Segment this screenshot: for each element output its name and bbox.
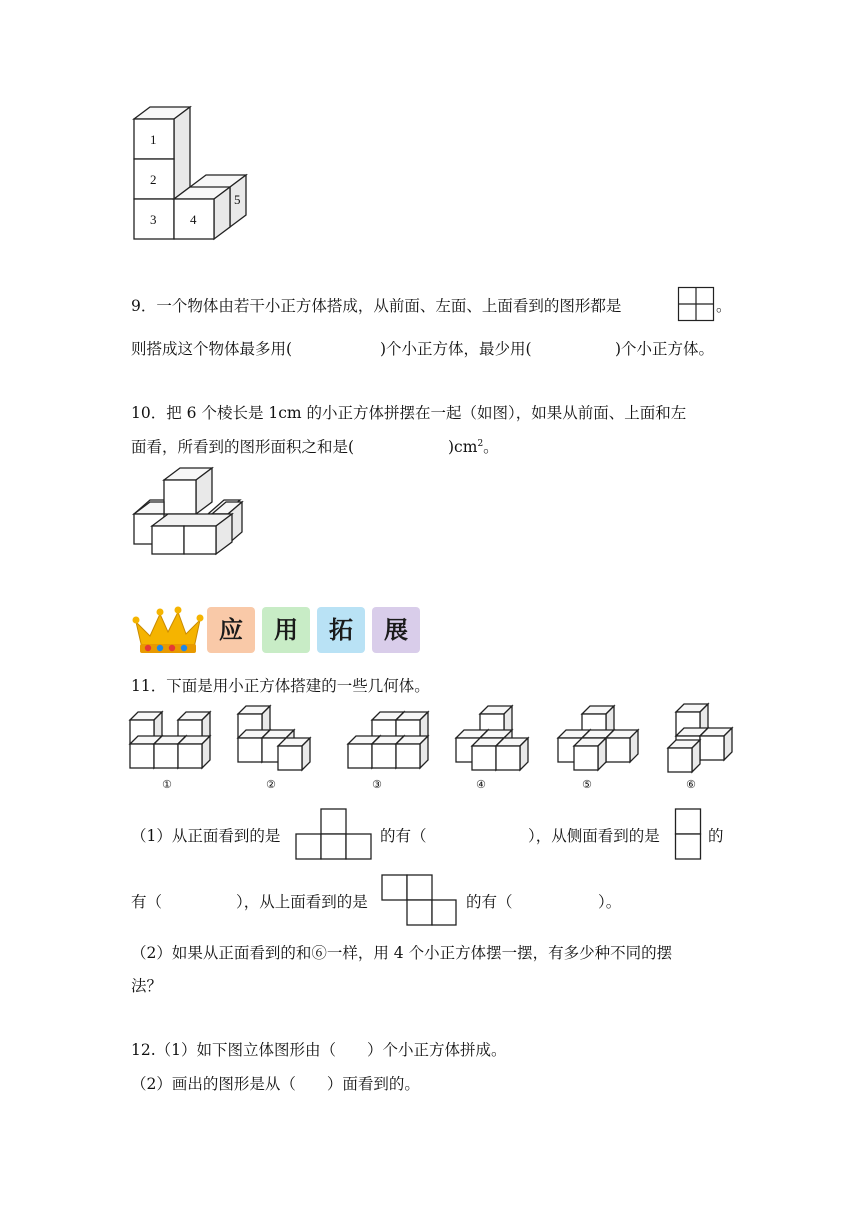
banner-tile-4 (372, 607, 420, 653)
q10-line2-a: 面看，所看到的图形面积之和是( (131, 438, 355, 456)
shape-label-2: ② (266, 778, 276, 791)
q11-p1-a: （1）从正面看到的是 (131, 827, 281, 845)
q11-p1-g: 的有（ (466, 893, 513, 911)
q12-p1: 12.（1）如下图立体图形由（ ）个小正方体拼成。 (131, 1041, 507, 1059)
cube-figure-q10 (130, 466, 250, 556)
shape-2 (238, 706, 310, 770)
q9-line2-a: 则搭成这个物体最多用( (131, 340, 293, 358)
q9-line2-c: )个小正方体。 (615, 340, 715, 358)
front-view-icon (296, 808, 372, 860)
q11-p1-f: ），从上面看到的是 (236, 893, 368, 911)
shape-label-4: ④ (476, 778, 486, 791)
shape-1 (130, 712, 210, 768)
q11-p1-h: ）。 (598, 893, 622, 911)
cube-label-2: 2 (150, 172, 157, 187)
q10-line2-b: )$cm^2$。 (448, 438, 499, 456)
side-view-icon (675, 808, 701, 860)
q10-line1: 10．把 6 个棱长是 1cm 的小正方体拼摆在一起（如图），如果从前面、上面和左 (131, 404, 687, 422)
crown-icon (132, 606, 204, 656)
q9-line1-end: 。 (716, 297, 732, 315)
q9-grid-icon (678, 287, 714, 321)
cube-label-4: 4 (190, 212, 197, 227)
q9-line2-b: )个小正方体，最少用( (380, 340, 532, 358)
banner-char-4: 展 (384, 616, 408, 644)
q11-p1-d: 的 (708, 827, 724, 845)
q11-p2-b: 法？ (131, 977, 163, 995)
shape-5 (558, 706, 638, 770)
cube-label-3: 3 (150, 212, 157, 227)
shape-label-6: ⑥ (686, 778, 696, 791)
banner-char-2: 用 (274, 616, 298, 644)
banner-tile-1 (207, 607, 255, 653)
q11-p2-a: （2）如果从正面看到的和⑥一样，用 4 个小正方体摆一摆，有多少种不同的摆 (131, 944, 673, 962)
cube-label-5: 5 (234, 192, 241, 207)
q11-shapes (126, 702, 736, 794)
banner-tile-2 (262, 607, 310, 653)
shape-label-5: ⑤ (582, 778, 592, 791)
q11-p1-c: ），从侧面看到的是 (528, 827, 660, 845)
shape-label-1: ① (162, 778, 172, 791)
q11-title: 11．下面是用小正方体搭建的一些几何体。 (131, 677, 430, 695)
banner-char-3: 拓 (329, 616, 353, 644)
cube-figure-top (130, 105, 260, 245)
shape-label-3: ③ (372, 778, 382, 791)
q11-p1-e: 有（ (131, 893, 163, 911)
shape-4 (456, 706, 528, 770)
shape-6 (668, 704, 732, 772)
q9-line1: 9．一个物体由若干小正方体搭成，从前面、左面、上面看到的图形都是 (131, 297, 622, 315)
banner-tile-3 (317, 607, 365, 653)
banner-char-1: 应 (219, 616, 243, 644)
shape-3 (348, 712, 428, 768)
cube-label-1: 1 (150, 132, 157, 147)
q11-p1-b: 的有（ (380, 827, 427, 845)
top-view-icon (381, 874, 457, 926)
q12-p2: （2）画出的图形是从（ ）面看到的。 (131, 1075, 420, 1093)
